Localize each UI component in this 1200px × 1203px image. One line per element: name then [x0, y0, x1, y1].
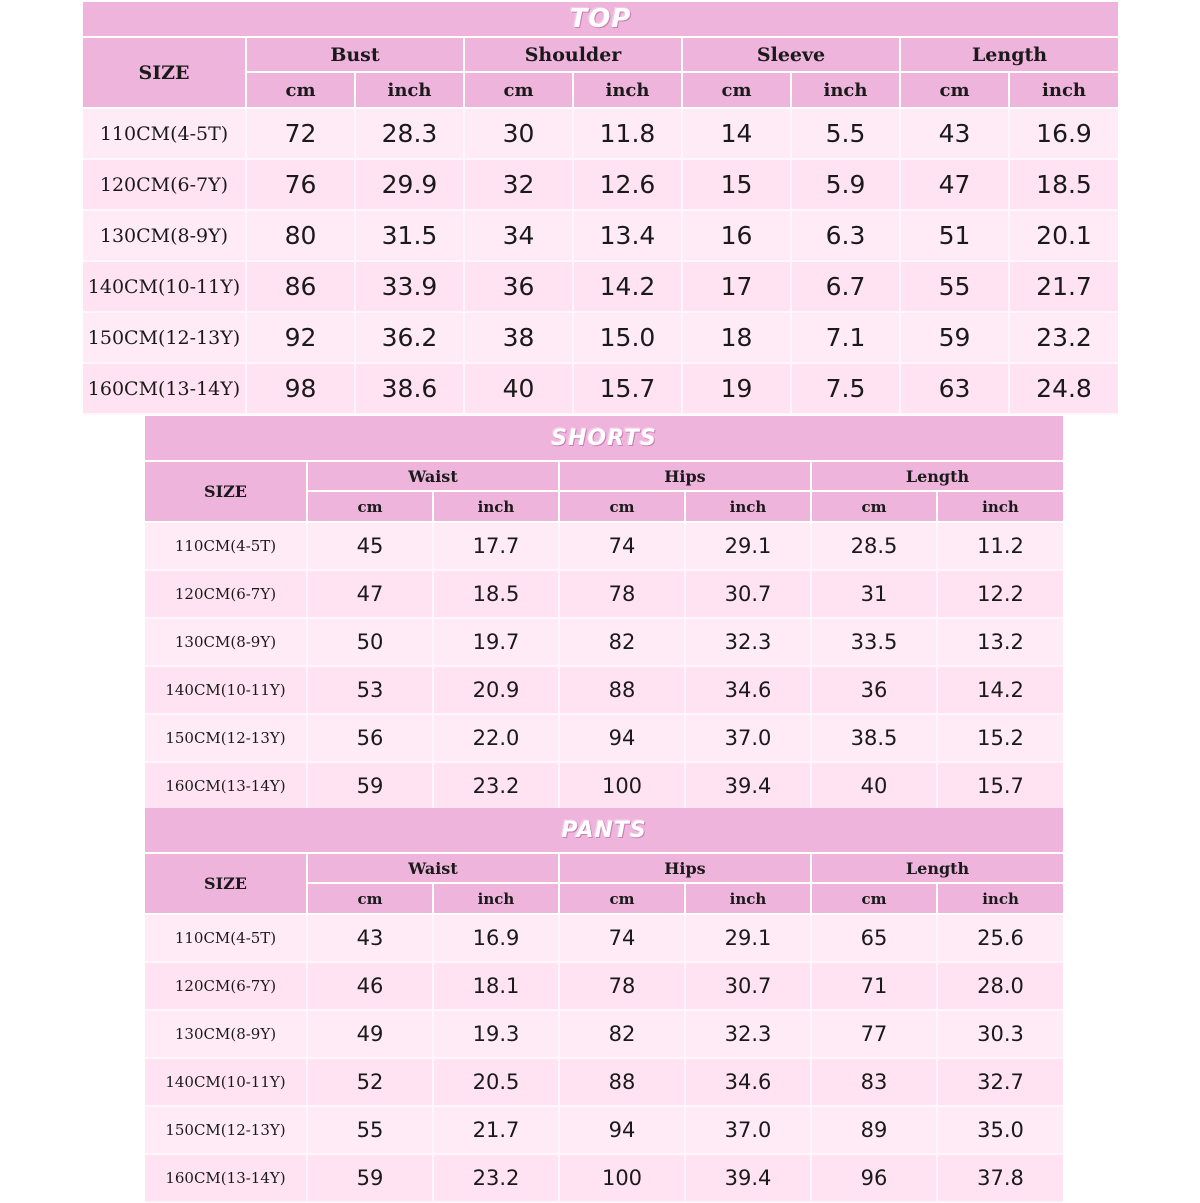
measurement-cell: 20.5 — [433, 1058, 559, 1106]
size-label: 130CM(8-9Y) — [145, 618, 307, 666]
top-group-bust: Bust — [246, 37, 464, 72]
measurement-cell: 88 — [559, 1058, 685, 1106]
measurement-cell: 37.0 — [685, 1106, 811, 1154]
measurement-cell: 39.4 — [685, 762, 811, 810]
unit-header: inch — [937, 491, 1063, 522]
measurement-cell: 34.6 — [685, 666, 811, 714]
unit-header: cm — [900, 72, 1009, 108]
unit-header: inch — [433, 491, 559, 522]
measurement-cell: 94 — [559, 714, 685, 762]
top-group-length: Length — [900, 37, 1118, 72]
size-label: 110CM(4-5T) — [145, 914, 307, 962]
table-row — [145, 914, 1063, 962]
measurement-cell: 37.0 — [685, 714, 811, 762]
measurement-cell: 40 — [811, 762, 937, 810]
measurement-cell: 83 — [811, 1058, 937, 1106]
measurement-cell: 88 — [559, 666, 685, 714]
pants-size-table — [145, 808, 1063, 1203]
measurement-cell: 20.9 — [433, 666, 559, 714]
measurement-cell: 100 — [559, 1154, 685, 1202]
unit-header: inch — [937, 883, 1063, 914]
size-label: 120CM(6-7Y) — [145, 570, 307, 618]
table-row — [145, 1106, 1063, 1154]
size-label: 140CM(10-11Y) — [145, 666, 307, 714]
measurement-cell: 82 — [559, 1010, 685, 1058]
measurement-cell: 30.7 — [685, 570, 811, 618]
measurement-cell: 49 — [307, 1010, 433, 1058]
table-row — [145, 714, 1063, 762]
measurement-cell: 23.2 — [433, 762, 559, 810]
measurement-cell: 98 — [246, 363, 355, 414]
measurement-cell: 7.1 — [791, 312, 900, 363]
size-label: 120CM(6-7Y) — [145, 962, 307, 1010]
pants-size-header: SIZE — [145, 853, 307, 914]
measurement-cell: 16.9 — [433, 914, 559, 962]
measurement-cell: 22.0 — [433, 714, 559, 762]
unit-header: inch — [433, 883, 559, 914]
unit-header: inch — [685, 883, 811, 914]
measurement-cell: 32 — [464, 159, 573, 210]
measurement-cell: 52 — [307, 1058, 433, 1106]
measurement-cell: 34.6 — [685, 1058, 811, 1106]
unit-header: inch — [685, 491, 811, 522]
measurement-cell: 82 — [559, 618, 685, 666]
measurement-cell: 14.2 — [573, 261, 682, 312]
shorts-group-waist: Waist — [307, 461, 559, 491]
shorts-size-header: SIZE — [145, 461, 307, 522]
unit-header: cm — [307, 883, 433, 914]
measurement-cell: 16 — [682, 210, 791, 261]
size-label: 160CM(13-14Y) — [83, 363, 246, 414]
measurement-cell: 80 — [246, 210, 355, 261]
measurement-cell: 19.7 — [433, 618, 559, 666]
measurement-cell: 51 — [900, 210, 1009, 261]
measurement-cell: 46 — [307, 962, 433, 1010]
measurement-cell: 100 — [559, 762, 685, 810]
measurement-cell: 45 — [307, 522, 433, 570]
measurement-cell: 33.5 — [811, 618, 937, 666]
shorts-table-title: SHORTS — [145, 416, 1063, 461]
table-row — [145, 666, 1063, 714]
measurement-cell: 36 — [464, 261, 573, 312]
measurement-cell: 39.4 — [685, 1154, 811, 1202]
measurement-cell: 29.1 — [685, 914, 811, 962]
measurement-cell: 14 — [682, 108, 791, 159]
size-label: 130CM(8-9Y) — [145, 1010, 307, 1058]
measurement-cell: 16.9 — [1009, 108, 1118, 159]
top-size-table — [83, 2, 1118, 415]
measurement-cell: 32.3 — [685, 1010, 811, 1058]
measurement-cell: 15.0 — [573, 312, 682, 363]
unit-header: cm — [811, 883, 937, 914]
measurement-cell: 7.5 — [791, 363, 900, 414]
measurement-cell: 92 — [246, 312, 355, 363]
size-label: 160CM(13-14Y) — [145, 1154, 307, 1202]
measurement-cell: 59 — [900, 312, 1009, 363]
measurement-cell: 47 — [900, 159, 1009, 210]
table-row — [145, 1010, 1063, 1058]
measurement-cell: 11.2 — [937, 522, 1063, 570]
measurement-cell: 15 — [682, 159, 791, 210]
table-row — [83, 312, 1118, 363]
measurement-cell: 65 — [811, 914, 937, 962]
shorts-group-length: Length — [811, 461, 1063, 491]
measurement-cell: 59 — [307, 762, 433, 810]
unit-header: cm — [811, 491, 937, 522]
measurement-cell: 15.2 — [937, 714, 1063, 762]
measurement-cell: 14.2 — [937, 666, 1063, 714]
measurement-cell: 63 — [900, 363, 1009, 414]
table-row — [83, 159, 1118, 210]
table-row — [83, 261, 1118, 312]
measurement-cell: 78 — [559, 570, 685, 618]
table-row — [83, 108, 1118, 159]
measurement-cell: 35.0 — [937, 1106, 1063, 1154]
measurement-cell: 5.9 — [791, 159, 900, 210]
unit-header: cm — [307, 491, 433, 522]
measurement-cell: 31.5 — [355, 210, 464, 261]
measurement-cell: 6.7 — [791, 261, 900, 312]
measurement-cell: 21.7 — [1009, 261, 1118, 312]
measurement-cell: 19.3 — [433, 1010, 559, 1058]
pants-table-title: PANTS — [145, 808, 1063, 853]
size-label: 110CM(4-5T) — [83, 108, 246, 159]
measurement-cell: 12.2 — [937, 570, 1063, 618]
measurement-cell: 31 — [811, 570, 937, 618]
measurement-cell: 74 — [559, 914, 685, 962]
measurement-cell: 13.2 — [937, 618, 1063, 666]
table-row — [145, 570, 1063, 618]
measurement-cell: 55 — [307, 1106, 433, 1154]
pants-group-hips: Hips — [559, 853, 811, 883]
measurement-cell: 18 — [682, 312, 791, 363]
measurement-cell: 96 — [811, 1154, 937, 1202]
shorts-size-table — [145, 416, 1063, 811]
unit-header: cm — [682, 72, 791, 108]
size-label: 120CM(6-7Y) — [83, 159, 246, 210]
measurement-cell: 36 — [811, 666, 937, 714]
measurement-cell: 43 — [900, 108, 1009, 159]
measurement-cell: 40 — [464, 363, 573, 414]
measurement-cell: 34 — [464, 210, 573, 261]
pants-group-length: Length — [811, 853, 1063, 883]
measurement-cell: 59 — [307, 1154, 433, 1202]
size-label: 140CM(10-11Y) — [145, 1058, 307, 1106]
table-row — [83, 210, 1118, 261]
table-row — [145, 1154, 1063, 1202]
measurement-cell: 32.7 — [937, 1058, 1063, 1106]
measurement-cell: 19 — [682, 363, 791, 414]
unit-header: cm — [559, 883, 685, 914]
size-label: 130CM(8-9Y) — [83, 210, 246, 261]
measurement-cell: 17.7 — [433, 522, 559, 570]
unit-header: cm — [246, 72, 355, 108]
measurement-cell: 23.2 — [1009, 312, 1118, 363]
size-label: 150CM(12-13Y) — [83, 312, 246, 363]
measurement-cell: 20.1 — [1009, 210, 1118, 261]
measurement-cell: 29.1 — [685, 522, 811, 570]
measurement-cell: 6.3 — [791, 210, 900, 261]
measurement-cell: 25.6 — [937, 914, 1063, 962]
table-row — [83, 363, 1118, 414]
table-row — [145, 762, 1063, 810]
measurement-cell: 38.5 — [811, 714, 937, 762]
measurement-cell: 78 — [559, 962, 685, 1010]
measurement-cell: 33.9 — [355, 261, 464, 312]
measurement-cell: 50 — [307, 618, 433, 666]
measurement-cell: 11.8 — [573, 108, 682, 159]
unit-header: inch — [355, 72, 464, 108]
unit-header: inch — [573, 72, 682, 108]
size-label: 150CM(12-13Y) — [145, 714, 307, 762]
measurement-cell: 5.5 — [791, 108, 900, 159]
measurement-cell: 86 — [246, 261, 355, 312]
measurement-cell: 15.7 — [937, 762, 1063, 810]
measurement-cell: 21.7 — [433, 1106, 559, 1154]
measurement-cell: 18.1 — [433, 962, 559, 1010]
size-label: 110CM(4-5T) — [145, 522, 307, 570]
table-row — [145, 962, 1063, 1010]
measurement-cell: 29.9 — [355, 159, 464, 210]
measurement-cell: 30.3 — [937, 1010, 1063, 1058]
measurement-cell: 13.4 — [573, 210, 682, 261]
top-group-sleeve: Sleeve — [682, 37, 900, 72]
table-row — [145, 522, 1063, 570]
measurement-cell: 15.7 — [573, 363, 682, 414]
measurement-cell: 30 — [464, 108, 573, 159]
measurement-cell: 43 — [307, 914, 433, 962]
measurement-cell: 37.8 — [937, 1154, 1063, 1202]
unit-header: cm — [464, 72, 573, 108]
measurement-cell: 38.6 — [355, 363, 464, 414]
pants-group-waist: Waist — [307, 853, 559, 883]
unit-header: inch — [791, 72, 900, 108]
measurement-cell: 94 — [559, 1106, 685, 1154]
measurement-cell: 89 — [811, 1106, 937, 1154]
measurement-cell: 77 — [811, 1010, 937, 1058]
measurement-cell: 47 — [307, 570, 433, 618]
top-group-shoulder: Shoulder — [464, 37, 682, 72]
unit-header: inch — [1009, 72, 1118, 108]
measurement-cell: 53 — [307, 666, 433, 714]
measurement-cell: 32.3 — [685, 618, 811, 666]
table-row — [145, 618, 1063, 666]
size-label: 140CM(10-11Y) — [83, 261, 246, 312]
measurement-cell: 28.3 — [355, 108, 464, 159]
measurement-cell: 71 — [811, 962, 937, 1010]
measurement-cell: 74 — [559, 522, 685, 570]
measurement-cell: 17 — [682, 261, 791, 312]
size-label: 150CM(12-13Y) — [145, 1106, 307, 1154]
measurement-cell: 24.8 — [1009, 363, 1118, 414]
top-size-header: SIZE — [83, 37, 246, 108]
measurement-cell: 55 — [900, 261, 1009, 312]
measurement-cell: 28.0 — [937, 962, 1063, 1010]
top-table-title: TOP — [83, 2, 1118, 37]
measurement-cell: 76 — [246, 159, 355, 210]
shorts-group-hips: Hips — [559, 461, 811, 491]
measurement-cell: 30.7 — [685, 962, 811, 1010]
measurement-cell: 72 — [246, 108, 355, 159]
measurement-cell: 23.2 — [433, 1154, 559, 1202]
size-label: 160CM(13-14Y) — [145, 762, 307, 810]
measurement-cell: 18.5 — [433, 570, 559, 618]
table-row — [145, 1058, 1063, 1106]
measurement-cell: 28.5 — [811, 522, 937, 570]
measurement-cell: 36.2 — [355, 312, 464, 363]
measurement-cell: 56 — [307, 714, 433, 762]
measurement-cell: 18.5 — [1009, 159, 1118, 210]
unit-header: cm — [559, 491, 685, 522]
measurement-cell: 12.6 — [573, 159, 682, 210]
measurement-cell: 38 — [464, 312, 573, 363]
